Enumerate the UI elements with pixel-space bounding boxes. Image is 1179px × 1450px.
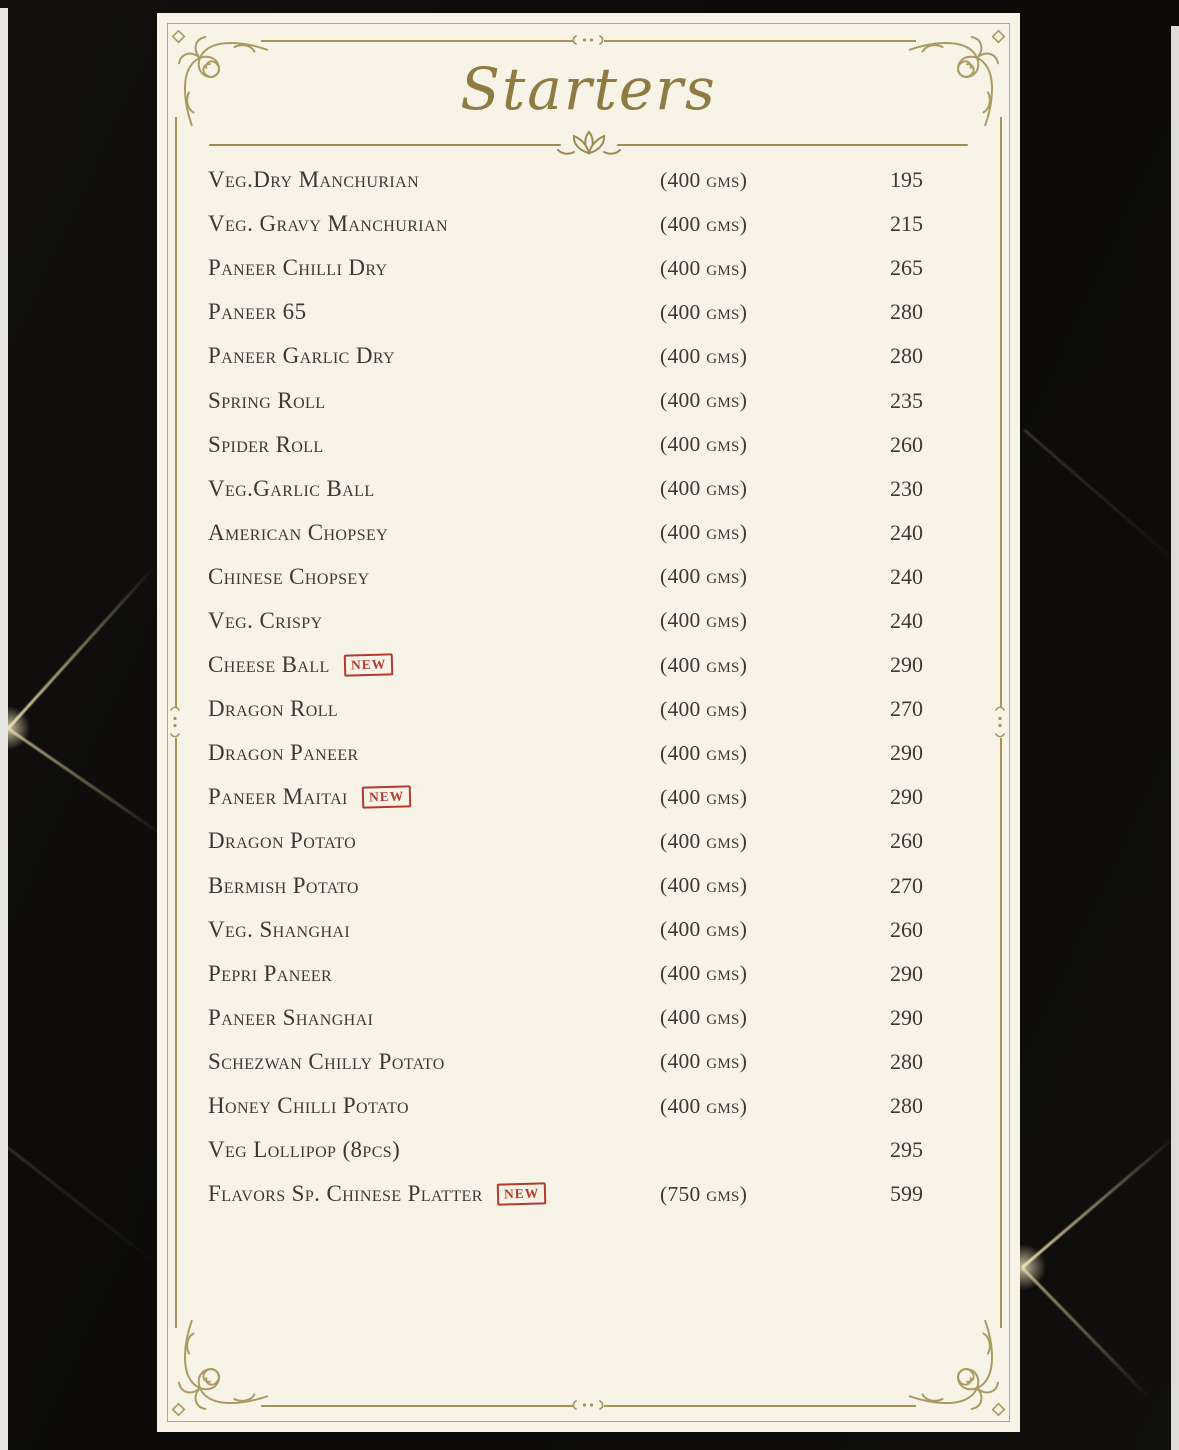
menu-card (157, 13, 1020, 1432)
item-price: 265 (890, 255, 923, 281)
page-edge-right (1171, 26, 1179, 1450)
item-quantity: (400 gms) (660, 1049, 748, 1074)
frame-line-bottom-left (261, 1405, 574, 1407)
new-badge: NEW (497, 1183, 547, 1206)
menu-item-row (208, 952, 969, 996)
menu-item-row (208, 687, 969, 731)
item-name: Paneer Garlic Dry (208, 343, 395, 369)
item-price: 290 (890, 960, 923, 986)
item-price: 290 (890, 784, 923, 810)
menu-item-row (208, 731, 969, 775)
item-name-cell (208, 476, 660, 502)
item-quantity: (400 gms) (660, 343, 748, 368)
menu-item-row (208, 819, 969, 863)
item-quantity: (400 gms) (660, 520, 748, 545)
item-name: Dragon Paneer (208, 740, 359, 766)
menu-item-row (208, 202, 969, 246)
frame-line-right-upper (1000, 117, 1002, 708)
light-streak (1021, 1266, 1155, 1404)
item-name-cell (208, 1049, 660, 1075)
item-quantity: (400 gms) (660, 564, 748, 589)
item-quantity: (400 gms) (660, 476, 748, 501)
item-name-cell (208, 343, 660, 369)
item-name: Veg Lollipop (8pcs) (208, 1137, 401, 1163)
item-quantity: (400 gms) (660, 1005, 748, 1030)
item-name: Pepri Paneer (208, 960, 333, 986)
new-badge: NEW (343, 653, 393, 676)
menu-item-row (208, 643, 969, 687)
menu-item-row (208, 1128, 969, 1172)
item-name: Flavors Sp. Chinese Platter (208, 1181, 483, 1207)
scroll-dots-icon (571, 1399, 605, 1411)
item-price: 215 (890, 211, 923, 237)
item-price: 260 (890, 916, 923, 942)
light-streak (0, 1140, 166, 1271)
item-name: Bermish Potato (208, 872, 359, 898)
item-price: 290 (890, 1004, 923, 1030)
scroll-dots-icon (571, 34, 605, 46)
item-price: 280 (890, 1048, 923, 1074)
item-name-cell (208, 696, 660, 722)
frame-line-right-lower (1000, 738, 1002, 1328)
item-price: 280 (890, 1093, 923, 1119)
menu-item-row (208, 378, 969, 422)
item-quantity: (400 gms) (660, 652, 748, 677)
item-name-cell (208, 299, 660, 325)
item-quantity: (400 gms) (660, 784, 748, 809)
menu-item-row (208, 511, 969, 555)
item-name: Veg. Crispy (208, 607, 323, 633)
item-name-cell (208, 1005, 660, 1031)
menu-item-row (208, 996, 969, 1040)
scroll-dots-icon (994, 705, 1006, 739)
menu-item-row (208, 1084, 969, 1128)
filigree-corner-icon (169, 1319, 269, 1419)
menu-item-row (208, 290, 969, 334)
item-name-cell (208, 784, 660, 810)
menu-item-list (208, 158, 969, 1216)
light-streak (1021, 1131, 1179, 1268)
item-price: 260 (890, 828, 923, 854)
menu-item-row (208, 467, 969, 511)
item-name: Honey Chilli Potato (208, 1093, 409, 1119)
lotus-flourish-icon (558, 132, 620, 154)
item-name: Veg. Gravy Manchurian (208, 211, 448, 237)
item-quantity: (400 gms) (660, 1093, 748, 1118)
item-name-cell (208, 873, 660, 899)
item-name-cell (208, 652, 660, 678)
new-badge: NEW (362, 786, 412, 809)
item-name: Dragon Roll (208, 696, 339, 722)
item-price: 260 (890, 431, 923, 457)
menu-item-row (208, 775, 969, 819)
light-streak (1023, 428, 1179, 571)
item-name: Schezwan Chilly Potato (208, 1048, 445, 1074)
item-name-cell (208, 388, 660, 414)
item-quantity: (400 gms) (660, 167, 748, 192)
item-name-cell (208, 432, 660, 458)
item-name-cell (208, 608, 660, 634)
menu-item-row (208, 246, 969, 290)
item-name: Veg.Dry Manchurian (208, 167, 420, 193)
item-price: 235 (890, 387, 923, 413)
frame-line-top-right (604, 40, 916, 42)
menu-item-row (208, 908, 969, 952)
item-quantity: (400 gms) (660, 255, 748, 280)
item-name: Spring Roll (208, 387, 326, 413)
item-quantity: (400 gms) (660, 388, 748, 413)
frame-line-left-lower (175, 738, 177, 1328)
filigree-corner-icon (908, 1319, 1008, 1419)
item-name-cell (208, 167, 660, 193)
item-price: 195 (890, 167, 923, 193)
menu-item-row (208, 864, 969, 908)
menu-item-row (208, 555, 969, 599)
item-quantity: (400 gms) (660, 828, 748, 853)
item-quantity: (400 gms) (660, 740, 748, 765)
item-price: 280 (890, 299, 923, 325)
item-name-cell (208, 211, 660, 237)
item-price: 599 (890, 1181, 923, 1207)
item-name-cell (208, 1093, 660, 1119)
menu-item-row (208, 599, 969, 643)
item-quantity: (400 gms) (660, 696, 748, 721)
item-name: Paneer Chilli Dry (208, 255, 388, 281)
item-name-cell (208, 1137, 660, 1163)
item-quantity: (400 gms) (660, 608, 748, 633)
title-divider (208, 128, 969, 162)
item-price: 230 (890, 475, 923, 501)
item-quantity: (400 gms) (660, 961, 748, 986)
item-name-cell (208, 828, 660, 854)
light-streak (7, 727, 170, 840)
item-name: Dragon Potato (208, 828, 357, 854)
light-streak (7, 560, 160, 729)
page-edge-left (0, 8, 8, 1450)
item-name-cell (208, 1181, 660, 1207)
item-price: 240 (890, 563, 923, 589)
item-quantity: (400 gms) (660, 432, 748, 457)
menu-item-row (208, 334, 969, 378)
item-name-cell (208, 564, 660, 590)
menu-item-row (208, 1172, 969, 1216)
item-name-cell (208, 255, 660, 281)
menu-item-row (208, 423, 969, 467)
item-quantity: (400 gms) (660, 917, 748, 942)
item-price: 280 (890, 343, 923, 369)
item-name-cell (208, 917, 660, 943)
item-quantity: (400 gms) (660, 211, 748, 236)
item-name: Veg.Garlic Ball (208, 475, 375, 501)
menu-item-row (208, 158, 969, 202)
item-name: Spider Roll (208, 431, 324, 457)
item-name-cell (208, 961, 660, 987)
frame-line-bottom-right (604, 1405, 916, 1407)
item-quantity: (400 gms) (660, 299, 748, 324)
item-name: Paneer Shanghai (208, 1004, 374, 1030)
menu-section-title: Starters (460, 55, 717, 123)
item-name: American Chopsey (208, 519, 389, 545)
item-name: Chinese Chopsey (208, 563, 370, 589)
menu-item-row (208, 1040, 969, 1084)
item-price: 290 (890, 740, 923, 766)
item-price: 240 (890, 607, 923, 633)
item-price: 270 (890, 696, 923, 722)
item-name: Paneer 65 (208, 299, 307, 325)
item-quantity: (400 gms) (660, 873, 748, 898)
item-price: 295 (890, 1137, 923, 1163)
item-price: 290 (890, 652, 923, 678)
scroll-dots-icon (169, 705, 181, 739)
item-name: Paneer Maitai (208, 784, 348, 810)
item-name-cell (208, 740, 660, 766)
item-price: 270 (890, 872, 923, 898)
item-name-cell (208, 520, 660, 546)
frame-line-top-left (261, 40, 574, 42)
item-name: Veg. Shanghai (208, 916, 351, 942)
item-price: 240 (890, 519, 923, 545)
item-quantity: (750 gms) (660, 1181, 748, 1206)
item-name: Cheese Ball (208, 652, 330, 678)
frame-line-left-upper (175, 117, 177, 708)
